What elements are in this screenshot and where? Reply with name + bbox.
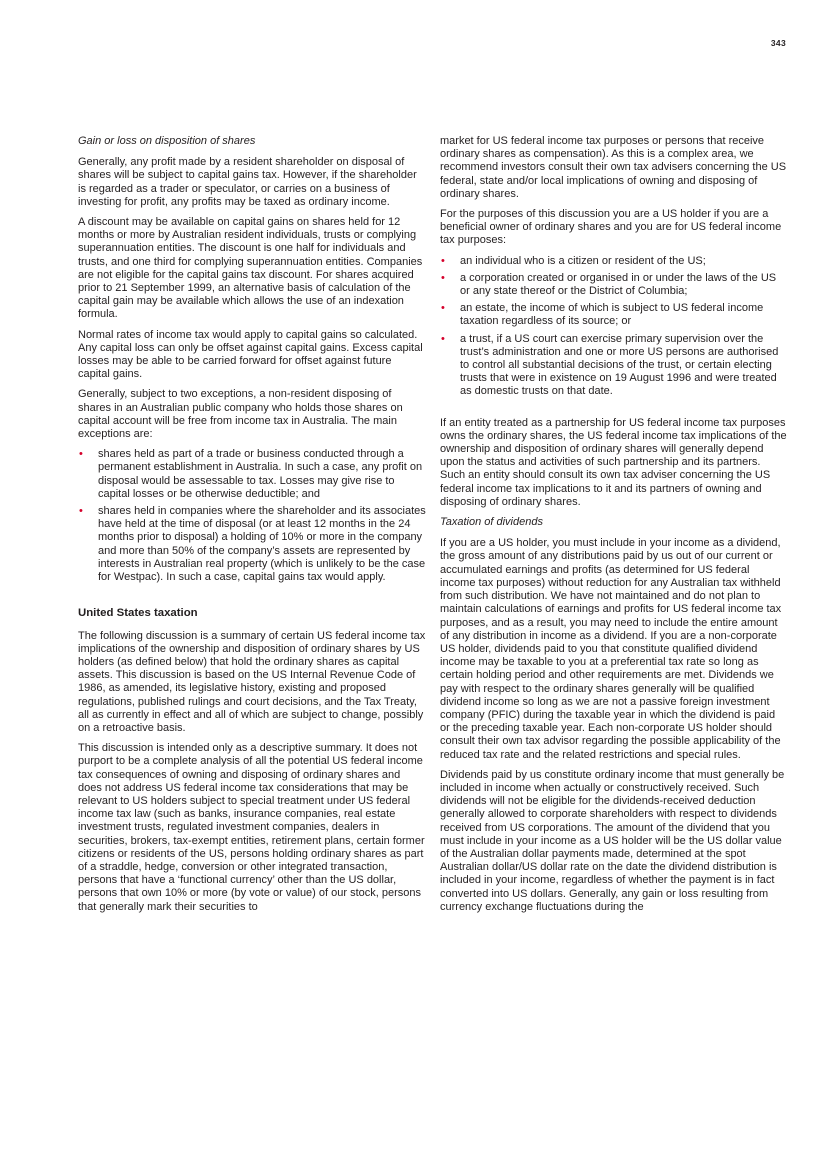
list-item: • an estate, the income of which is subject to US federal income taxation regardless of its source; or bbox=[440, 302, 787, 328]
right-column bbox=[440, 135, 787, 921]
gain-loss-heading: Gain or loss on disposition of shares bbox=[78, 135, 256, 147]
left-column bbox=[78, 135, 426, 921]
exceptions-list bbox=[78, 448, 426, 584]
paragraph: Generally, any profit made by a resident shareholder on disposal of shares will be subject to capital gains tax. However, if the shareholder is regarded as a trader or speculator, or carries on a business of investing for profit, any profits may be taxed as ordinary income. bbox=[78, 156, 417, 208]
taxation-of-dividends-heading: Taxation of dividends bbox=[440, 516, 543, 529]
paragraph: Normal rates of income tax would apply to capital gains so calculated. Any capital loss can only be offset against capital gains. Excess capital losses may be able to be carried forward for offset against future capital gains. bbox=[78, 328, 423, 381]
list-item: • shares held as part of a trade or business conducted through a permanent establishment in Australia. In such a case, any profit on disposal would be assessable to tax. Losses may give rise to capital losses or be otherwise deductible; and bbox=[78, 448, 426, 501]
paragraph: The following discussion is a summary of certain US federal income tax implications of the ownership and disposition of ordinary shares by US holders (as defined below) that hold the ordinary shares as capital assets. This discussion is based on the US Internal Revenue Code of 1986, as amended, its legislative history, existing and proposed regulations, published rulings and court decisions, and the Tax Treaty, all as currently in effect and all of which are subject to change, possibly on a retroactive basis. bbox=[78, 629, 426, 734]
paragraph: This discussion is intended only as a descriptive summary. It does not purport to be a complete analysis of all the potential US federal income tax consequences of owning and disposing of ordinary shares and does not address US federal income tax considerations that may be relevant to US holders subject to special treatment under US federal income tax law (such as banks, insurance companies, real estate investment trusts, regulated investment companies, dealers in securities, brokers, tax-exempt entities, retirement plans, certain former citizens or residents of the US, persons holding ordinary shares as part of a straddle, hedge, conversion or other integrated transaction, persons that have a ‘functional currency’ other than the US dollar, persons that own 10% or more (by vote or value) of our stock, persons that generally mark their securities to bbox=[78, 742, 425, 913]
paragraph: If you are a US holder, you must include in your income as a dividend, the gross amount of any distributions paid by us out of our current or accumulated earnings and profits (as determined for US federal income tax purposes) without reduction for any Australian tax withheld from such distribution. We have not maintained and do not plan to maintain calculations of earnings and profits for US federal income tax purposes, and as a result, you may need to include the entire amount of any distribution in income as a dividend. If you are a non-corporate US holder, dividends paid to you that constitute qualified dividend income may be taxable to you at a preferential tax rate so long as certain holding period and other requirements are met. Dividends we pay with respect to the ordinary shares generally will be qualified dividend income so long as we are not a passive foreign investment company (PFIC) during the taxable year in which the dividend is paid or the preceding taxable year. Each non-corporate US holder should consult their own tax advisor regarding the possible applicability of the reduced tax rate and the related restrictions and special rules. bbox=[440, 537, 782, 761]
paragraph: For the purposes of this discussion you are a US holder if you are a beneficial owner of ordinary shares and you are for US federal income tax purposes: bbox=[440, 208, 782, 247]
list-item: • shares held in companies where the shareholder and its associates have held at the time of disposal (or at least 12 months in the 24 months prior to disposal) a holding of 10% or more in the company and more than 50% of the company’s assets are represented by interests in Australian real property (which is unlikely to be the case for Westpac). In such a case, capital gains tax would apply. bbox=[78, 505, 426, 584]
paragraph: Dividends paid by us constitute ordinary income that must generally be included in income when actually or constructively received. Such dividends will not be eligible for the dividends-received deduction generally allowed to corporate shareholders with respect to dividends received from US corporations. The amount of the dividend that you must include in your income as a US holder will be the US dollar value of the Australian dollar payments made, determined at the spot Australian dollar/US dollar rate on the date the dividend distribution is included in your income, regardless of whether the payment is in fact converted into US dollars. Generally, any gain or loss resulting from currency exchange fluctuations during the bbox=[440, 768, 785, 913]
list-item: • an individual who is a citizen or resident of the US; bbox=[440, 255, 787, 268]
us-taxation-heading: United States taxation bbox=[78, 607, 198, 620]
page-number: 343 bbox=[770, 38, 786, 48]
paragraph: Generally, subject to two exceptions, a non-resident disposing of shares in an Australian public company who holds those shares on capital account will be free from income tax in Australia. The main exceptions are: bbox=[78, 388, 403, 441]
us-holder-list bbox=[440, 255, 787, 399]
paragraph: market for US federal income tax purposes or persons that receive ordinary shares as compensation). As this is a complex area, we recommend investors consult their own tax advisers concerning the US federal, state and/or local implications of owning and disposing of ordinary shares. bbox=[440, 135, 787, 200]
list-item: • a corporation created or organised in or under the laws of the US or any state thereof or the District of Columbia; bbox=[440, 272, 787, 298]
paragraph: If an entity treated as a partnership for US federal income tax purposes owns the ordinary shares, the US federal income tax implications of the ownership and disposition of ordinary shares will generally depend upon the status and activities of such partnership and its partners. Such an entity should consult its own tax adviser concerning the US federal income tax implications to it and its partners of owning and disposing of ordinary shares. bbox=[440, 416, 787, 508]
paragraph: A discount may be available on capital gains on shares held for 12 months or more by Australian resident individuals, trusts or complying superannuation entities. The discount is one half for individuals and trusts, and one third for complying superannuation entities. Companies are not eligible for the capital gains tax discount. For shares acquired prior to 21 September 1999, an alternative basis of calculation of the capital gain may be available which allows the use of an indexation formula. bbox=[78, 216, 423, 321]
list-item: • a trust, if a US court can exercise primary supervision over the trust’s administration and one or more US persons are authorised to control all substantial decisions of the trust, or certain electing trusts that were in existence on 19 August 1996 and were treated as domestic trusts on that date. bbox=[440, 333, 787, 399]
